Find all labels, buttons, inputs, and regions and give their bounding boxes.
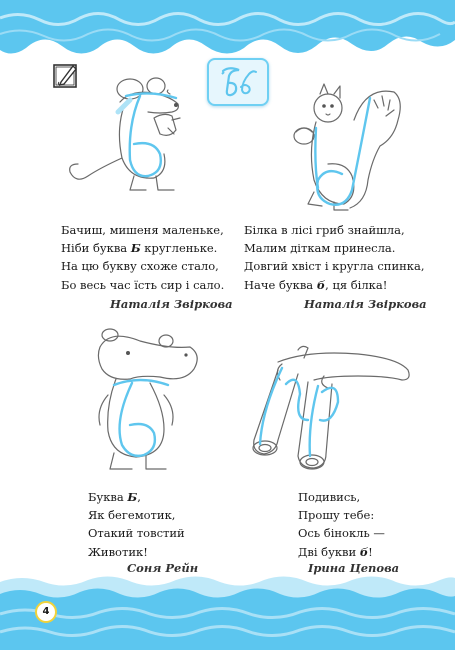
- letter-b-script-icon: [209, 60, 267, 104]
- poem-line: Ось бінокль —: [298, 526, 385, 541]
- poem-line: Малим діткам принесла.: [244, 241, 396, 256]
- poem-line: На цю букву схоже стало,: [61, 259, 219, 274]
- poem-author: Наталія Звіркова: [304, 297, 427, 311]
- poem-line: Отакий товстий: [88, 526, 185, 541]
- poem-author: Соня Рейн: [127, 561, 199, 575]
- squirrel-illustration: [270, 80, 410, 220]
- poem-author: Ірина Цепова: [308, 561, 400, 575]
- poem-line: Прошу тебе:: [298, 508, 375, 523]
- poem-hippo: [88, 488, 185, 561]
- poem-line: Бачиш, мишеня маленьке,: [61, 223, 224, 237]
- poem-line: Білка в лісі гриб знайшла,: [244, 223, 405, 237]
- page-number: 4: [35, 601, 57, 623]
- poem-line: Ніби буква Б кругленьке.: [61, 241, 218, 256]
- poem-squirrel: [244, 221, 424, 294]
- poem-line: Дві букви б!: [298, 544, 373, 559]
- poem-line: Буква Б,: [88, 490, 141, 504]
- binoculars-illustration: [238, 340, 418, 475]
- bottom-wave-decoration: [0, 570, 455, 650]
- poem-line: Животик!: [88, 544, 148, 559]
- poem-line: Подивись,: [298, 490, 361, 504]
- poem-line: Наче буква б, ця білка!: [244, 277, 388, 292]
- poem-line: Бо весь час їсть сир і сало.: [61, 277, 225, 292]
- poem-line: Як бегемотик,: [88, 508, 176, 523]
- mouse-illustration: [60, 72, 200, 197]
- letter-badge: [207, 58, 269, 106]
- hippo-illustration: [80, 325, 205, 475]
- poem-mouse: [61, 221, 224, 294]
- poem-binoculars: [298, 488, 385, 561]
- poem-author: Наталія Звіркова: [110, 297, 233, 311]
- poem-line: Довгий хвіст і кругла спинка,: [244, 259, 425, 274]
